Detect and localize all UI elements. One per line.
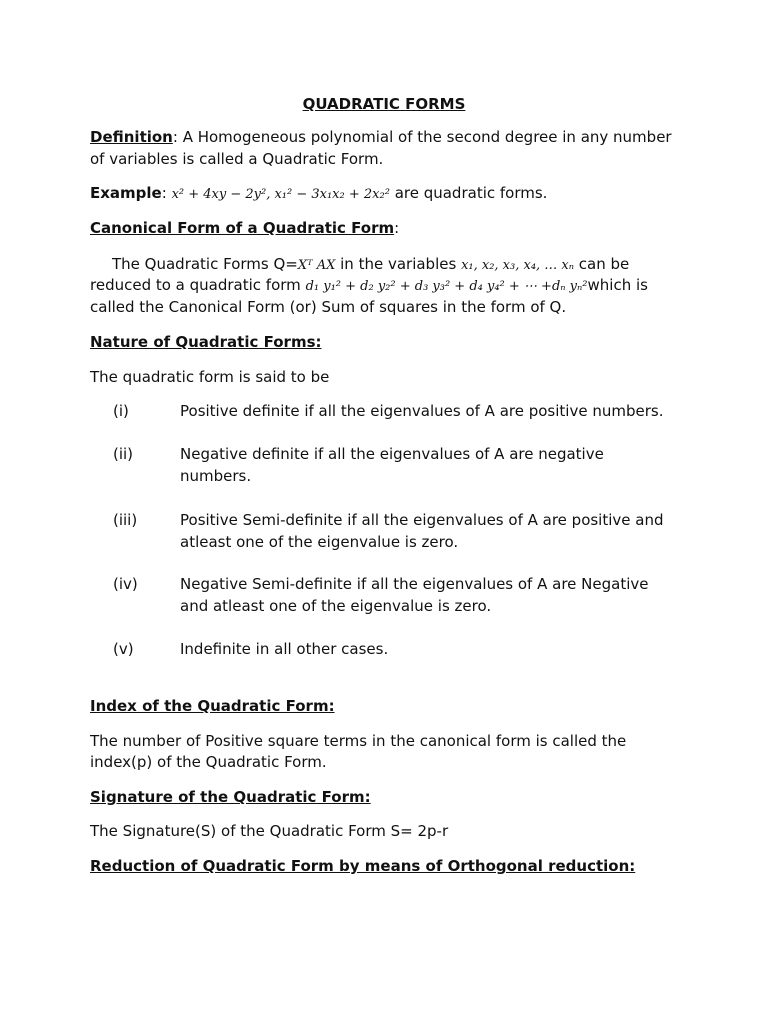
- example-math: x² + 4xy − 2y², x₁² − 3x₁x₂ + 2x₂²: [171, 187, 390, 202]
- nature-item-text: Positive definite if all the eigenvalues of A are positive numbers.: [180, 402, 664, 420]
- nature-item-text-cont: and atleast one of the eigenvalue is zero.: [180, 597, 492, 615]
- example-sep: :: [161, 184, 172, 202]
- nature-item-num: (v): [113, 640, 134, 658]
- nature-item-text-cont: atleast one of the eigenvalue is zero.: [180, 533, 459, 551]
- definition-line-2: of variables is called a Quadratic Form.: [90, 150, 384, 168]
- nature-item-text: Positive Semi-definite if all the eigenvalues of A are positive and: [180, 511, 664, 529]
- definition-sep: :: [172, 128, 178, 146]
- example-label: Example: [90, 184, 162, 202]
- nature-item-text: Negative definite if all the eigenvalues of A are negative: [180, 445, 604, 463]
- canonical-heading-line: [90, 218, 399, 238]
- nature-item-text: Negative Semi-definite if all the eigenvalues of A are Negative: [180, 575, 649, 593]
- index-text-line-2: index(p) of the Quadratic Form.: [90, 753, 327, 771]
- nature-heading: Nature of Quadratic Forms:: [90, 333, 322, 351]
- definition-label: Definition: [90, 128, 173, 146]
- index-text-line-1: The number of Positive square terms in the canonical form is called the: [90, 732, 627, 750]
- definition-line-1: [90, 127, 672, 147]
- nature-item-num: (i): [113, 402, 129, 420]
- nature-item-text: Indefinite in all other cases.: [180, 640, 389, 658]
- canonical-p1-a: The Quadratic Forms Q=: [112, 255, 298, 273]
- canonical-para-line-2: [90, 275, 648, 297]
- canonical-heading: Canonical Form of a Quadratic Form: [90, 219, 395, 237]
- signature-heading: Signature of the Quadratic Form:: [90, 788, 371, 806]
- canonical-p2-b: which is: [587, 276, 648, 294]
- index-heading: Index of the Quadratic Form:: [90, 697, 335, 715]
- example-text: are quadratic forms.: [389, 184, 548, 202]
- canonical-para-line-3: called the Canonical Form (or) Sum of squares in the form of Q.: [90, 298, 567, 316]
- definition-text-1: A Homogeneous polynomial of the second degree in any number: [177, 128, 672, 146]
- nature-item-num: (iii): [113, 511, 138, 529]
- example-line: [90, 183, 547, 205]
- canonical-para-line-1: [112, 254, 629, 276]
- canonical-p1-b: in the variables: [335, 255, 462, 273]
- canonical-p1-math: Xᵀ AX: [297, 258, 336, 273]
- canonical-p2-a: reduced to a quadratic form: [90, 276, 306, 294]
- canonical-sep: :: [394, 219, 400, 237]
- page-title: QUADRATIC FORMS: [302, 95, 466, 113]
- canonical-p2-math: d₁ y₁² + d₂ y₂² + d₃ y₃² + d₄ y₄² + ⋯ +dₙ yₙ²: [305, 279, 588, 294]
- nature-intro: The quadratic form is said to be: [90, 368, 330, 386]
- nature-item-text-cont: numbers.: [180, 467, 252, 485]
- nature-item-num: (ii): [113, 445, 134, 463]
- canonical-p1-vars: x₁, x₂, x₃, x₄, … xₙ: [461, 258, 575, 273]
- signature-text: The Signature(S) of the Quadratic Form S= 2p-r: [90, 822, 449, 840]
- reduction-heading: Reduction of Quadratic Form by means of Orthogonal reduction:: [90, 857, 636, 875]
- canonical-p1-c: can be: [574, 255, 630, 273]
- nature-item-num: (iv): [113, 575, 138, 593]
